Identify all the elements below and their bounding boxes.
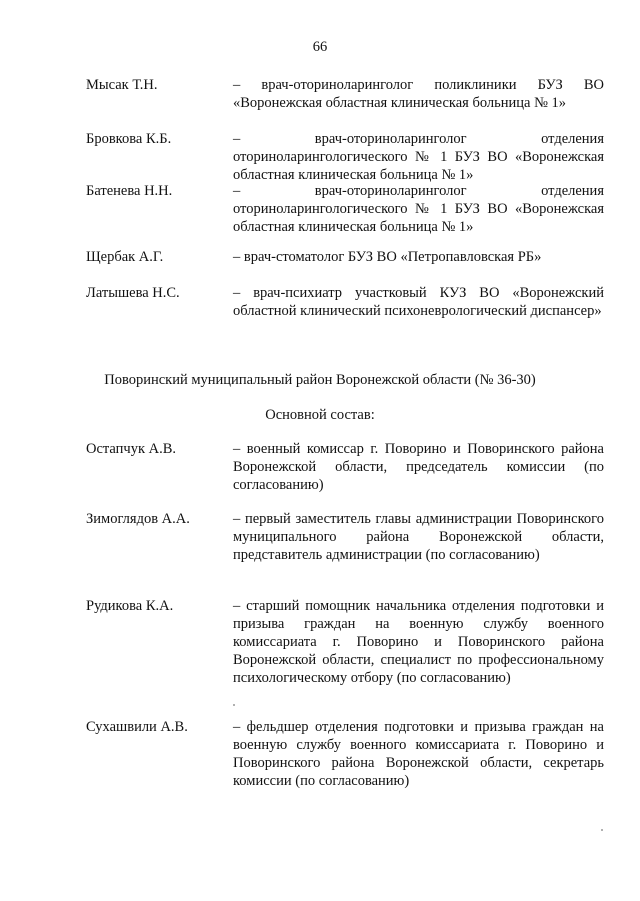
member-name: Сухашвили А.В. [86,719,188,735]
member-name: Щербак А.Г. [86,249,164,265]
scan-speck [601,829,603,831]
section-title: Поворинский муниципальный район Воронежской области (№ 36-30) [104,372,536,388]
member-description: – фельдшер отделения подготовки и призыва граждан на военную службу военного комиссариата г. Поворино и Поворинского района Воронежской области, секретарь комиссии (по согласованию) [233,719,604,789]
member-name: Рудикова К.А. [86,598,174,614]
member-description: – первый заместитель главы администрации Поворинского муниципального района Воронежской области, представитель администрации (по согласованию) [233,511,604,563]
member-description: – военный комиссар г. Поворино и Поворинского района Воронежской области, председатель комиссии (по согласованию) [233,441,604,493]
member-description: – врач-психиатр участковый КУЗ ВО «Воронежский областной клинический психоневрологический диспансер» [233,285,604,319]
member-name: Мысак Т.Н. [86,77,158,93]
page-number: 66 [312,39,328,55]
subsection-title: Основной состав: [265,407,375,423]
member-description: – врач-оториноларинголог отделения оториноларингологического № 1 БУЗ ВО «Воронежская областная клиническая больница № 1» [233,183,604,235]
member-name: Батенева Н.Н. [86,183,173,199]
member-name: Бровкова К.Б. [86,131,172,147]
member-description: – врач-стоматолог БУЗ ВО «Петропавловская РБ» [233,249,542,265]
member-name: Остапчук А.В. [86,441,177,457]
scan-speck [233,704,235,706]
member-description: – врач-оториноларинголог поликлиники БУЗ ВО «Воронежская областная клиническая больница № 1» [233,77,604,111]
member-name: Латышева Н.С. [86,285,180,301]
member-description: – старший помощник начальника отделения подготовки и призыва граждан на военную службу военного комиссариата г. Поворино и Поворинского района Воронежской области, специалист по профессиональному психологическому отбору (по согласованию) [233,598,604,686]
member-description: – врач-оториноларинголог отделения оториноларингологического № 1 БУЗ ВО «Воронежская областная клиническая больница № 1» [233,131,604,183]
member-name: Зимоглядов А.А. [86,511,190,527]
